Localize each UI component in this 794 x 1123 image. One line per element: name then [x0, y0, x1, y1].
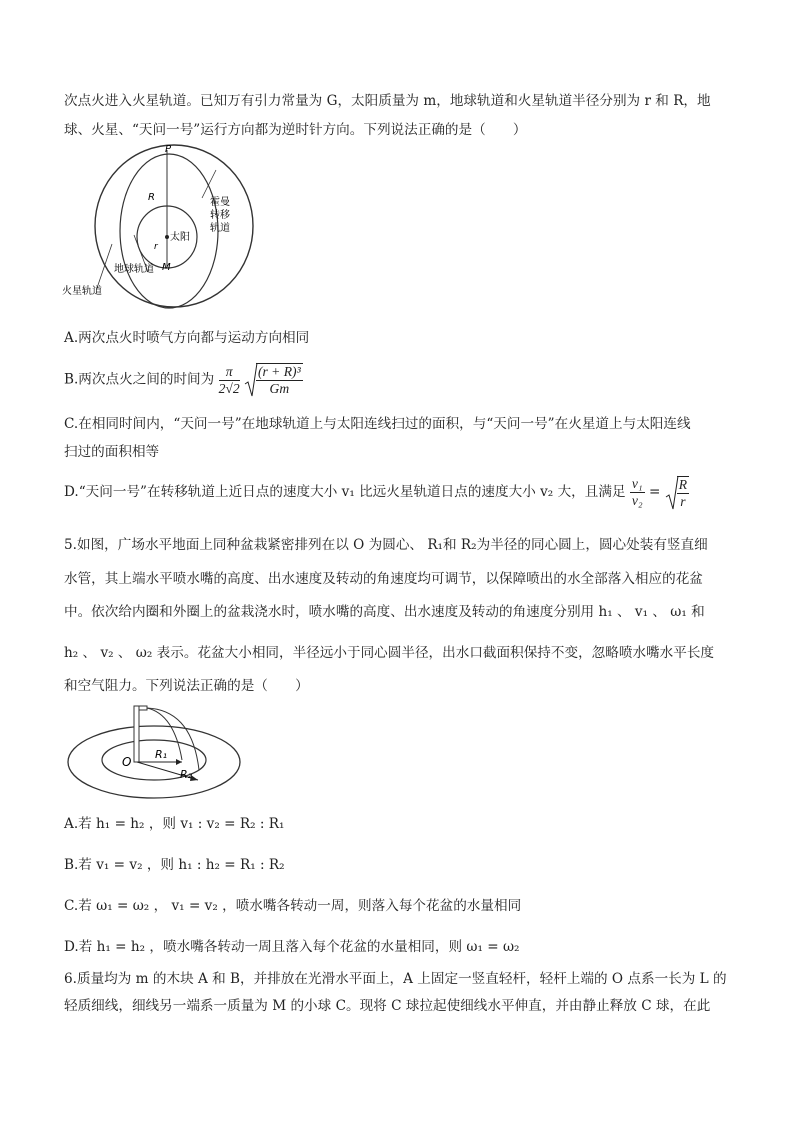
- q6-line-2: 轻质细线，细线另一端系一质量为 M 的小球 C。现将 C 球拉起使细线水平伸直，并由静止释放 C 球，在此: [64, 998, 711, 1014]
- label-M: M: [162, 262, 171, 273]
- label-R: R: [148, 192, 155, 203]
- q4-option-a: A.两次点火时喷气方向都与运动方向相同: [64, 330, 310, 346]
- label-R1: R₁: [155, 748, 168, 761]
- q4-option-d-frac: [630, 476, 645, 509]
- q5-line-1: 5.如图，广场水平地面上同种盆栽紧密排列在以 O 为圆心、 R₁和 R₂为半径的同心圆上，圆心处装有竖直细: [64, 537, 708, 553]
- water-pipe: [134, 706, 139, 762]
- q5-option-b: B.若 v₁ = v₂ ，则 h₁ : h₂ = R₁ : R₂: [64, 857, 285, 873]
- q5-line-2: 水管，其上端水平喷水嘴的高度、出水速度及转动的角速度均可调节，以保障喷出的水全部落入相应的花盆: [64, 571, 703, 587]
- q4-option-c-line2: 扫过的面积相等: [64, 444, 160, 460]
- q5-line-3: 中。依次给内圈和外圈上的盆栽浇水时，喷水嘴的高度、出水速度及转动的角速度分别用 h₁ 、 v₁ 、 ω₁ 和: [64, 604, 705, 620]
- label-P: P: [165, 144, 172, 155]
- q4-option-b-frac-num: π: [219, 364, 240, 381]
- intro-line-1: 次点火进入火星轨道。已知万有引力常量为 G，太阳质量为 m，地球轨道和火星轨道半径分别为 r 和 R，地: [64, 93, 711, 109]
- q5-option-c: C.若 ω₁ = ω₂ ， v₁ = v₂ ，喷水嘴各转动一周，则落入每个花盆的水量相同: [64, 898, 522, 914]
- q4-option-b-sqrt-den: Gm: [269, 381, 290, 396]
- q4-option-c-line1: C.在相同时间内，“天问一号”在地球轨道上与太阳连线扫过的面积，与“天问一号”在火星道上与太阳连线: [64, 416, 691, 432]
- q5-line-4: h₂ 、 v₂ 、 ω₂ 表示。花盆大小相同，半径远小于同心圆半径，出水口截面积保持不变，忽略喷水嘴水平长度: [64, 645, 715, 661]
- label-r: r: [154, 242, 158, 252]
- q4-option-d-frac-den: v₂: [631, 493, 643, 508]
- q4-option-d-sqrt-num: R: [678, 476, 688, 492]
- q4-option-d-text: D.“天问一号”在转移轨道上近日点的速度大小 v₁ 比远火星轨道日点的速度大小 v₂ 大，且满足: [64, 484, 626, 500]
- q5-option-a: A.若 h₁ = h₂ ，则 v₁ : v₂ = R₂ : R₁: [64, 816, 285, 832]
- q4-option-d-sqrt-den: r: [680, 493, 686, 509]
- q4-option-b: [64, 362, 303, 398]
- r1-arrowhead: [176, 759, 182, 765]
- label-hohmann-3: 轨道: [210, 223, 230, 234]
- q4-option-b-sqrt-num: (r + R)³: [257, 364, 301, 379]
- q4-option-b-text: B.两次点火之间的时间为: [64, 371, 215, 388]
- q4-option-b-frac-den: 2√2: [218, 380, 240, 396]
- q5-line-5: 和空气阻力。下列说法正确的是（ ）: [64, 678, 309, 694]
- intro-line-2: 球、火星、“天问一号”运行方向都为逆时针方向。下列说法正确的是（ ）: [64, 122, 527, 138]
- label-earth-orbit: 地球轨道: [114, 264, 154, 275]
- label-R2: R₂: [180, 768, 193, 781]
- q4-option-b-sqrt: [244, 362, 303, 398]
- q5-option-d: D.若 h₁ = h₂ ，喷水嘴各转动一周且落入每个花盆的水量相同，则 ω₁ = ω₂: [64, 939, 520, 955]
- q4-option-d-frac-num: v₁: [631, 476, 643, 491]
- sprinkler-figure: [64, 700, 264, 810]
- label-hohmann-1: 霍曼: [210, 197, 230, 208]
- q4-option-b-frac: [219, 364, 240, 397]
- transfer-orbit: [120, 154, 218, 308]
- label-sun: 太阳: [170, 232, 190, 243]
- label-mars-orbit: 火星轨道: [62, 286, 102, 297]
- sun-dot: [165, 235, 169, 239]
- label-hohmann-2: 转移: [210, 210, 230, 221]
- hohmann-leader: [202, 170, 216, 198]
- q4-option-d: D.“天问一号”在转移轨道上近日点的速度大小 v₁ 比远火星轨道日点的速度大小 v₂ 大，且满足 $\frac{\text{v₁}}{\text{v₂}}$ = $\frac{R}{r}$: [64, 476, 688, 509]
- q6-line-1: 6.质量均为 m 的木块 A 和 B，并排放在光滑水平面上，A 上固定一竖直轻杆，轻杆上端的 O 点系一长为 L 的: [64, 971, 727, 987]
- label-O: O: [122, 755, 132, 769]
- orbit-figure: [62, 140, 262, 320]
- q4-option-d-sqrt: [665, 474, 689, 511]
- nozzle: [139, 706, 147, 710]
